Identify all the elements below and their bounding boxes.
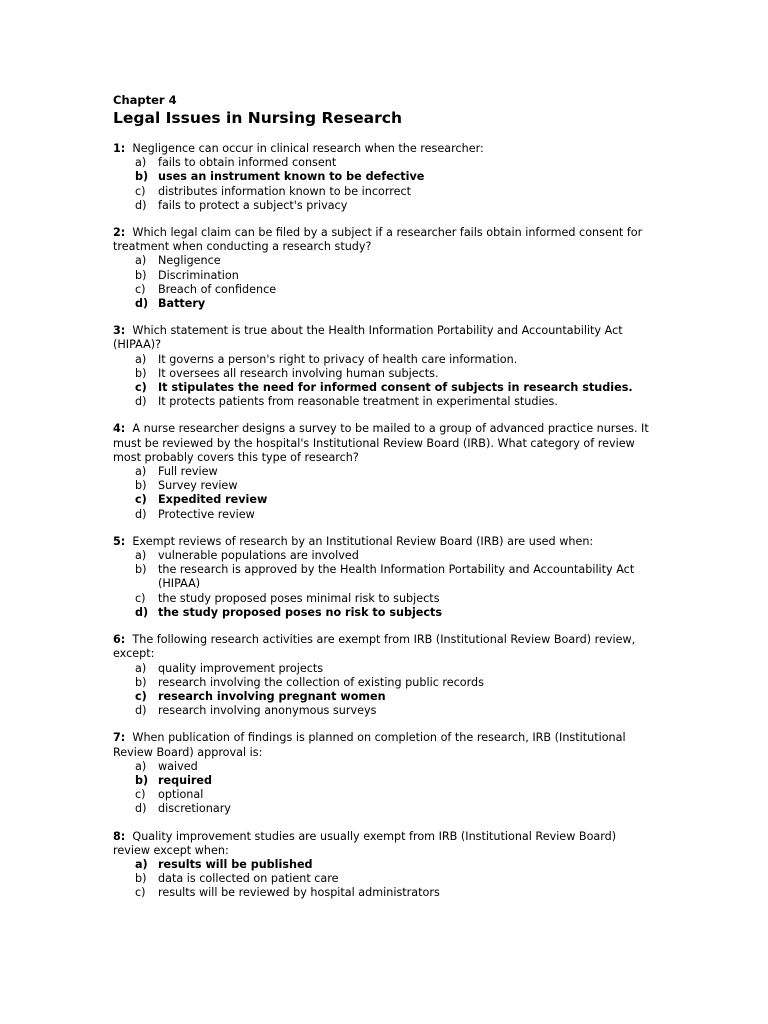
option-text: fails to obtain informed consent	[158, 156, 337, 170]
answer-option	[113, 886, 653, 900]
option-text: Negligence	[158, 254, 221, 268]
option-letter: c)	[135, 493, 147, 507]
answer-option	[113, 760, 653, 774]
option-letter: d)	[135, 297, 149, 311]
answer-option-correct	[113, 690, 653, 704]
answer-option	[113, 269, 653, 283]
option-letter: a)	[135, 254, 147, 268]
option-text: It governs a person's right to privacy of health care information.	[158, 352, 518, 366]
answer-option	[113, 549, 653, 563]
option-text: distributes information known to be incorrect	[158, 184, 412, 198]
question-text: When publication of findings is planned on completion of the research, IRB (Institutional Review Board) approval is:	[113, 731, 626, 759]
answer-option	[113, 367, 653, 381]
option-letter: b)	[135, 675, 147, 689]
answer-option	[113, 199, 653, 213]
option-text: research involving anonymous surveys	[158, 704, 377, 718]
option-letter: d)	[135, 605, 149, 619]
option-text: data is collected on patient care	[158, 872, 339, 886]
answer-option-correct	[113, 858, 653, 872]
option-text: uses an instrument known to be defective	[158, 170, 425, 184]
option-letter: c)	[135, 886, 146, 900]
chapter-label: Chapter 4	[113, 93, 177, 107]
answer-option	[113, 676, 653, 690]
option-text: results will be reviewed by hospital administrators	[158, 886, 440, 900]
option-text: Protective review	[158, 507, 255, 521]
question-stem	[113, 142, 653, 156]
question-list	[113, 142, 653, 901]
question-text: The following research activities are exempt from IRB (Institutional Review Board) review, except:	[113, 633, 636, 661]
question-stem	[113, 324, 653, 352]
option-letter: b)	[135, 268, 147, 282]
option-text: fails to protect a subject's privacy	[158, 198, 348, 212]
answer-option-correct	[113, 381, 653, 395]
option-text: Battery	[158, 297, 206, 311]
question-item	[113, 535, 653, 620]
question-text: Quality improvement studies are usually exempt from IRB (Institutional Review Board) review except when:	[113, 829, 617, 857]
question-number: 4:	[113, 422, 126, 436]
option-letter: c)	[135, 381, 147, 395]
page-title: Legal Issues in Nursing Research	[113, 109, 403, 127]
question-number: 2:	[113, 226, 126, 240]
question-number: 8:	[113, 829, 126, 843]
answer-option-correct	[113, 606, 653, 620]
option-text: Survey review	[158, 479, 238, 493]
option-letter: a)	[135, 352, 147, 366]
option-letter: a)	[135, 661, 147, 675]
question-stem	[113, 633, 653, 661]
question-number: 5:	[113, 534, 126, 548]
option-letter: b)	[135, 872, 147, 886]
question-item	[113, 830, 653, 901]
option-text: waived	[158, 759, 198, 773]
option-letter: d)	[135, 802, 147, 816]
answer-option	[113, 788, 653, 802]
answer-option-correct	[113, 493, 653, 507]
option-letter: d)	[135, 704, 147, 718]
question-text: Negligence can occur in clinical research when the researcher:	[132, 142, 484, 155]
answer-option	[113, 465, 653, 479]
option-letter: a)	[135, 857, 148, 871]
question-stem	[113, 226, 653, 254]
option-text: optional	[158, 788, 204, 802]
option-letter: b)	[135, 170, 149, 184]
question-number: 6:	[113, 633, 126, 647]
answer-option	[113, 662, 653, 676]
question-text: A nurse researcher designs a survey to be mailed to a group of advanced practice nurses. It must be reviewed by the hospital's Institutional Review Board (IRB). What category of review most probably covers this type of research?	[113, 422, 649, 464]
answer-option	[113, 395, 653, 409]
option-letter: b)	[135, 563, 147, 577]
answer-options	[113, 549, 653, 620]
question-item	[113, 142, 653, 213]
option-text: required	[158, 773, 213, 787]
option-letter: d)	[135, 395, 147, 409]
option-letter: c)	[135, 591, 146, 605]
answer-options	[113, 156, 653, 213]
answer-option	[113, 592, 653, 606]
answer-option	[113, 353, 653, 367]
option-text: the study proposed poses no risk to subjects	[158, 605, 443, 619]
answer-options	[113, 858, 653, 901]
question-item	[113, 324, 653, 409]
option-letter: a)	[135, 156, 147, 170]
answer-option-correct	[113, 170, 653, 184]
option-text: the research is approved by the Health Information Portability and Accountability Act (HIPAA)	[158, 563, 635, 591]
answer-option	[113, 802, 653, 816]
option-text: It protects patients from reasonable treatment in experimental studies.	[158, 395, 558, 409]
option-letter: c)	[135, 788, 146, 802]
document-page	[113, 93, 653, 914]
option-text: the study proposed poses minimal risk to subjects	[158, 591, 440, 605]
option-text: It stipulates the need for informed consent of subjects in research studies.	[158, 381, 633, 395]
question-number: 1:	[113, 142, 126, 155]
option-letter: a)	[135, 759, 147, 773]
answer-options	[113, 662, 653, 719]
option-letter: d)	[135, 507, 147, 521]
answer-option	[113, 185, 653, 199]
answer-option	[113, 704, 653, 718]
option-text: vulnerable populations are involved	[158, 549, 359, 563]
option-text: Discrimination	[158, 268, 239, 282]
option-letter: d)	[135, 198, 147, 212]
option-text: Breach of confidence	[158, 282, 277, 296]
question-text: Which statement is true about the Health Information Portability and Accountability Act (HIPAA)?	[113, 324, 623, 352]
answer-option	[113, 563, 653, 591]
question-stem	[113, 830, 653, 858]
option-text: discretionary	[158, 802, 231, 816]
option-text: It oversees all research involving human subjects.	[158, 366, 439, 380]
question-stem	[113, 422, 653, 465]
option-letter: c)	[135, 689, 147, 703]
option-letter: c)	[135, 184, 146, 198]
option-text: research involving pregnant women	[158, 689, 386, 703]
question-stem	[113, 535, 653, 549]
answer-options	[113, 353, 653, 410]
question-item	[113, 633, 653, 718]
answer-option	[113, 479, 653, 493]
question-item	[113, 226, 653, 311]
answer-option	[113, 156, 653, 170]
option-letter: a)	[135, 465, 147, 479]
option-text: Full review	[158, 465, 218, 479]
option-letter: c)	[135, 282, 146, 296]
option-letter: b)	[135, 366, 147, 380]
question-text: Exempt reviews of research by an Institutional Review Board (IRB) are used when:	[132, 534, 594, 548]
answer-options	[113, 465, 653, 522]
option-text: results will be published	[158, 857, 313, 871]
option-letter: b)	[135, 479, 147, 493]
option-letter: a)	[135, 549, 147, 563]
answer-option	[113, 254, 653, 268]
answer-options	[113, 254, 653, 311]
question-stem	[113, 731, 653, 759]
answer-option-correct	[113, 774, 653, 788]
option-text: research involving the collection of existing public records	[158, 675, 484, 689]
answer-options	[113, 760, 653, 817]
question-item	[113, 731, 653, 816]
answer-option	[113, 283, 653, 297]
option-text: quality improvement projects	[158, 661, 324, 675]
answer-option	[113, 508, 653, 522]
question-item	[113, 422, 653, 521]
question-number: 3:	[113, 324, 126, 338]
answer-option-correct	[113, 297, 653, 311]
question-text: Which legal claim can be filed by a subject if a researcher fails obtain informed consent for treatment when conducting a research study?	[113, 226, 643, 254]
answer-option	[113, 872, 653, 886]
question-number: 7:	[113, 731, 126, 745]
option-letter: b)	[135, 773, 149, 787]
option-text: Expedited review	[158, 493, 268, 507]
